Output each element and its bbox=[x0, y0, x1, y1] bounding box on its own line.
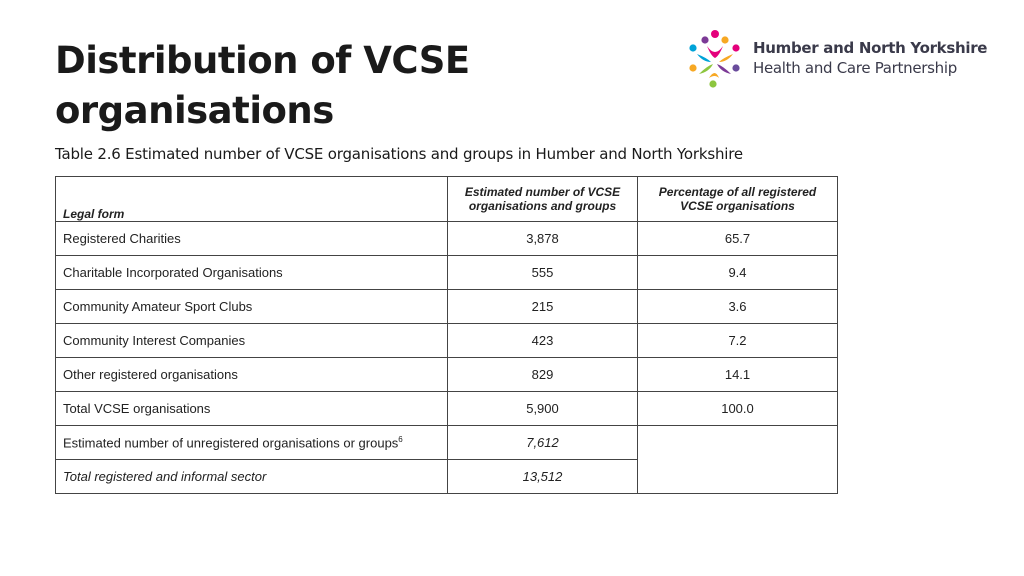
row-percentage: 14.1 bbox=[638, 358, 838, 392]
table-row bbox=[56, 324, 838, 358]
logo-title: Humber and North Yorkshire bbox=[753, 39, 988, 57]
row-percentage: 3.6 bbox=[638, 290, 838, 324]
row-estimated: 423 bbox=[448, 324, 638, 358]
row-estimated: 555 bbox=[448, 256, 638, 290]
row-estimated: 13,512 bbox=[448, 460, 638, 494]
vcse-table bbox=[55, 176, 838, 494]
row-label: Other registered organisations bbox=[56, 358, 448, 392]
row-label: Total VCSE organisations bbox=[56, 392, 448, 426]
row-label: Community Interest Companies bbox=[56, 324, 448, 358]
row-percentage: 7.2 bbox=[638, 324, 838, 358]
table-header-row bbox=[56, 177, 838, 222]
header-legal-form: Legal form bbox=[56, 177, 448, 222]
row-percentage: 9.4 bbox=[638, 256, 838, 290]
header-estimated: Estimated number of VCSE organisations and groups bbox=[448, 177, 638, 222]
partnership-logo bbox=[685, 28, 1005, 90]
row-estimated: 5,900 bbox=[448, 392, 638, 426]
table-row-unregistered bbox=[56, 426, 838, 460]
row-estimated: 3,878 bbox=[448, 222, 638, 256]
table-caption: Table 2.6 Estimated number of VCSE organisations and groups in Humber and North Yorkshire bbox=[55, 145, 743, 163]
table-row bbox=[56, 256, 838, 290]
table-row bbox=[56, 392, 838, 426]
footnote-marker: 6 bbox=[398, 434, 403, 444]
page-title: Distribution of VCSE organisations bbox=[55, 39, 470, 132]
table-row bbox=[56, 358, 838, 392]
row-percentage: 65.7 bbox=[638, 222, 838, 256]
row-label: Charitable Incorporated Organisations bbox=[56, 256, 448, 290]
empty-merged-cell bbox=[638, 426, 838, 494]
row-estimated: 215 bbox=[448, 290, 638, 324]
row-estimated: 7,612 bbox=[448, 426, 638, 460]
logo-people-icon bbox=[685, 28, 745, 90]
table-row bbox=[56, 290, 838, 324]
row-label: Registered Charities bbox=[56, 222, 448, 256]
logo-subtitle: Health and Care Partnership bbox=[753, 59, 957, 77]
unregistered-label: Estimated number of unregistered organisations or groups bbox=[63, 435, 399, 451]
header-percentage: Percentage of all registered VCSE organisations bbox=[638, 177, 838, 222]
table-row bbox=[56, 222, 838, 256]
row-label: Total registered and informal sector bbox=[56, 460, 448, 494]
row-label: Community Amateur Sport Clubs bbox=[56, 290, 448, 324]
row-percentage: 100.0 bbox=[638, 392, 838, 426]
row-estimated: 829 bbox=[448, 358, 638, 392]
row-label bbox=[56, 426, 448, 460]
